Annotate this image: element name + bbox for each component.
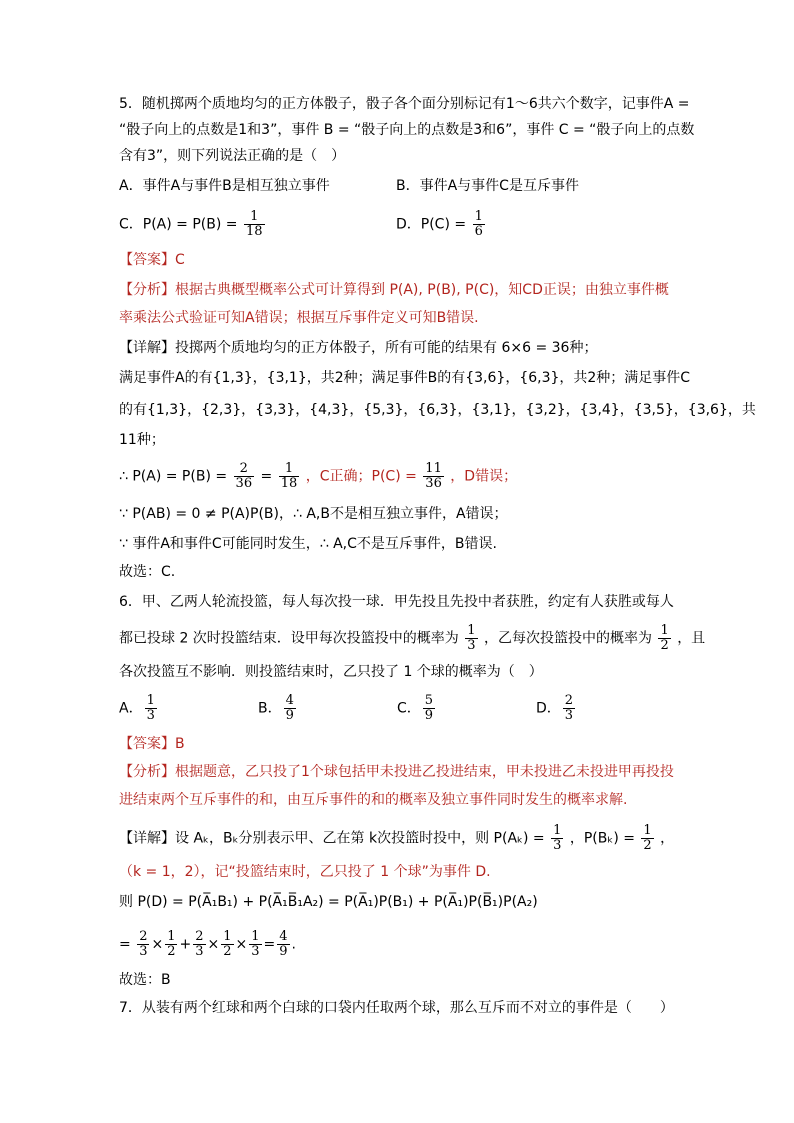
q5-detail-5: ∴ P(A) = P(B) = $\frac{2}{36}$ = $\frac{1}{18}$ ，C正确；P(C) = $\frac{11}{36}$ ，D错误； xyxy=(119,461,518,491)
q5-option-c: C．P(A) = P(B) = $\frac{1}{18}$ xyxy=(119,209,263,239)
q6-detail-3: 则 P(D) = P(A̅₁B₁) + P(A̅₁B̅₁A₂) = P(A̅₁)P(B₁) + P(A̅₁)P(B̅₁)P(A₂) xyxy=(119,894,538,910)
q6-line-2: 都已投球 2 次时投篮结束．设甲每次投篮投中的概率为 $\frac{1}{3}$ ，乙每次投篮投中的概率为 $\frac{1}{2}$ ，且 xyxy=(119,623,706,653)
q5-detail-1: 【详解】投掷两个质地均匀的正方体骰子，所有可能的结果有 6×6 = 36种； xyxy=(119,340,598,356)
q5-detail-6: ∵ P(AB) = 0 ≠ P(A)P(B)，∴ A,B不是相互独立事件，A错误； xyxy=(119,506,508,522)
q5-analysis-2: 率乘法公式验证可知A错误；根据互斥事件定义可知B错误. xyxy=(119,310,479,326)
q6-option-b: B． $\frac{4}{9}$ xyxy=(258,693,294,723)
q5-line-1: 5．随机掷两个质地均匀的正方体骰子，骰子各个面分别标记有1～6共六个数字，记事件A = xyxy=(119,96,690,112)
q6-detail-2: （k = 1，2），记“投篮结束时，乙只投了 1 个球”为事件 D. xyxy=(119,864,491,880)
q5-detail-2: 满足事件A的有{1,3}，{3,1}，共2种；满足事件B的有{3,6}，{6,3}，共2种；满足事件C xyxy=(119,370,691,386)
q5-choose: 故选：C. xyxy=(119,564,176,580)
q5-detail-4: 11种； xyxy=(119,432,165,448)
q6-line-1: 6．甲、乙两人轮流投篮，每人每次投一球．甲先投且先投中者获胜，约定有人获胜或每人 xyxy=(119,594,674,610)
q6-option-c: C． $\frac{5}{9}$ xyxy=(397,693,434,723)
q5-option-a: A．事件A与事件B是相互独立事件 xyxy=(119,178,330,194)
q5-line-2: “骰子向上的点数是1和3”，事件 B = “骰子向上的点数是3和6”，事件 C = “骰子向上的点数 xyxy=(119,122,695,138)
q6-option-d: D． $\frac{2}{3}$ xyxy=(536,693,574,723)
q5-line-3: 含有3”，则下列说法正确的是（ ） xyxy=(119,148,346,164)
q6-option-a: A． $\frac{1}{3}$ xyxy=(119,693,155,723)
q5-answer: 【答案】C xyxy=(119,252,185,268)
q6-choose: 故选：B xyxy=(119,972,171,988)
q6-line-3: 各次投篮互不影响．则投篮结束时，乙只投了 1 个球的概率为（ ） xyxy=(119,664,543,680)
q5-detail-7: ∵ 事件A和事件C可能同时发生，∴ A,C不是互斥事件，B错误. xyxy=(119,536,497,552)
q6-analysis-2: 进结束两个互斥事件的和，由互斥事件的和的概率及独立事件同时发生的概率求解. xyxy=(119,792,628,808)
q6-detail-1: 【详解】设 Aₖ，Bₖ分别表示甲、乙在第 k次投篮时投中，则 P(Aₖ) = $\frac{1}{3}$ ，P(Bₖ) = $\frac{1}{2}$ ， xyxy=(119,823,675,853)
q5-option-b: B．事件A与事件C是互斥事件 xyxy=(396,178,579,194)
q7-line-1: 7．从装有两个红球和两个白球的口袋内任取两个球，那么互斥而不对立的事件是（ ） xyxy=(119,1000,674,1016)
q6-answer: 【答案】B xyxy=(119,736,185,752)
q6-analysis-1: 【分析】根据题意，乙只投了1个球包括甲未投进乙投进结束，甲未投进乙未投进甲再投投 xyxy=(119,764,674,780)
q5-detail-3: 的有{1,3}，{2,3}，{3,3}，{4,3}，{5,3}，{6,3}，{3,1}，{3,2}，{3,4}，{3,5}，{3,6}，共 xyxy=(119,402,756,418)
q5-option-d: D．P(C) = $\frac{1}{6}$ xyxy=(396,209,483,239)
q5-analysis-1: 【分析】根据古典概型概率公式可计算得到 P(A), P(B), P(C)，知CD正误；由独立事件概 xyxy=(119,282,669,298)
q6-detail-4: = $\frac{2}{3}$ × $\frac{1}{2}$ + $\frac{2}{3}$ × $\frac{1}{2}$ × $\frac{1}{3}$ = $\frac{4}{9}$ . xyxy=(119,929,296,959)
